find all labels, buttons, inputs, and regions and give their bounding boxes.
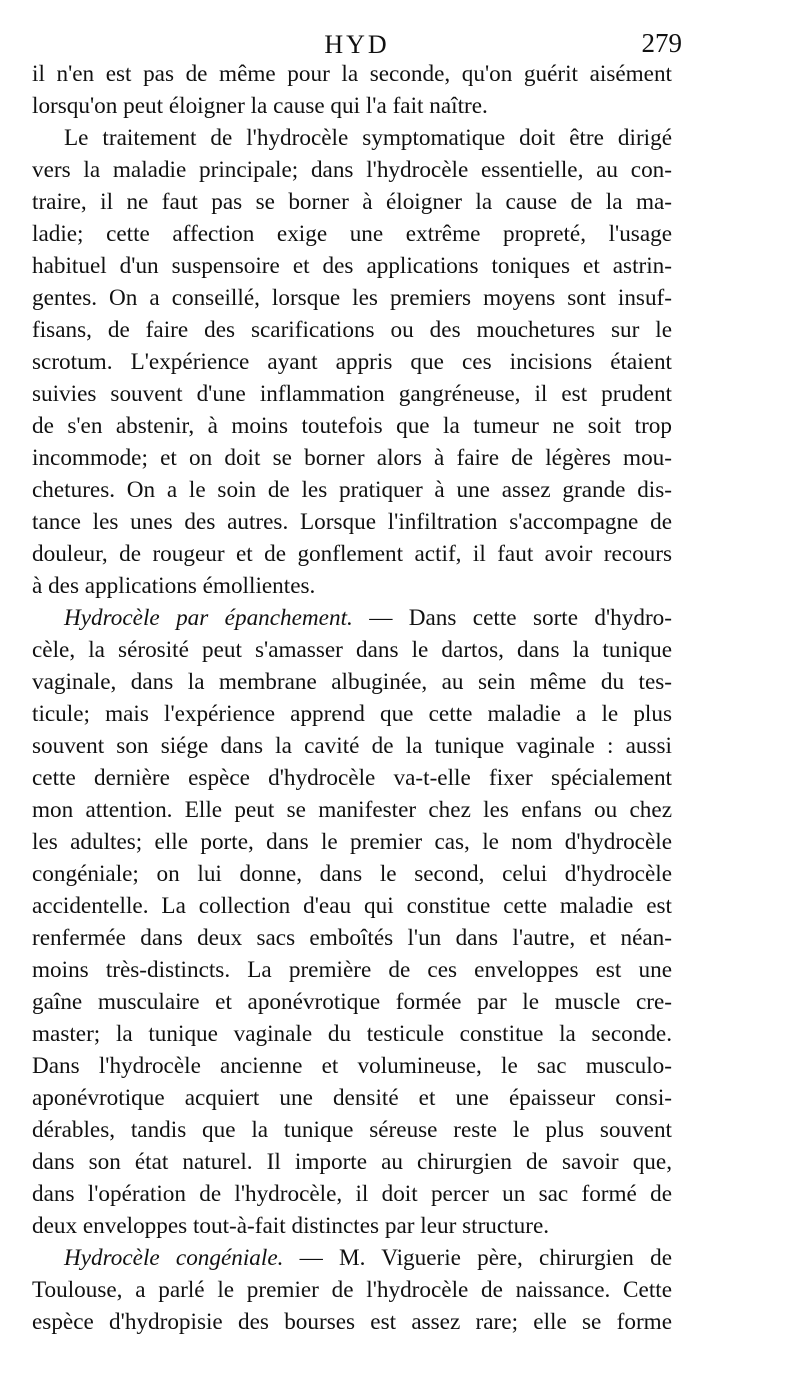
text-line: ladie; cette affection exige une extrême propreté, l'usage — [32, 221, 672, 247]
text-line: Toulouse, a parlé le premier de l'hydrocèle de naissance. Cette — [32, 1277, 672, 1303]
text-line: fisans, de faire des scarifications ou des mouchetures sur le — [32, 317, 672, 343]
text-line: chetures. On a le soin de les pratiquer à une assez grande dis- — [32, 477, 672, 503]
text-line: les adultes; elle porte, dans le premier cas, le nom d'hydrocèle — [32, 829, 672, 855]
text-line: vers la maladie principale; dans l'hydrocèle essentielle, au con- — [32, 157, 672, 183]
text-line: tance les unes des autres. Lorsque l'infiltration s'accompagne de — [32, 509, 672, 535]
text-line: ticule; mais l'expérience apprend que cette maladie a le plus — [32, 701, 672, 727]
text-line: lorsqu'on peut éloigner la cause qui l'a fait naître. — [32, 93, 488, 119]
text-line: master; la tunique vaginale du testicule constitue la seconde. — [32, 1021, 672, 1047]
section-lead-line — [32, 1242, 672, 1274]
running-head-title: HYD — [324, 30, 390, 59]
page-number: 279 — [641, 28, 682, 58]
text-line: dérables, tandis que la tunique séreuse reste le plus souvent — [32, 1117, 672, 1143]
section-heading-italic: Hydrocèle par épanchement. — [64, 605, 353, 631]
text-line: moins très-distincts. La première de ces enveloppes est une — [32, 957, 672, 983]
text-run: — M. Viguerie père, chirurgien de — [283, 1245, 672, 1271]
body-text — [32, 58, 672, 1338]
text-line: de s'en abstenir, à moins toutefois que la tumeur ne soit trop — [32, 413, 672, 439]
text-run: — Dans cette sorte d'hydro- — [352, 605, 672, 631]
text-line: scrotum. L'expérience ayant appris que ces incisions étaient — [32, 349, 672, 375]
text-line: gentes. On a conseillé, lorsque les premiers moyens sont insuf- — [32, 285, 672, 311]
text-line: habituel d'un suspensoire et des applications toniques et astrin- — [32, 253, 672, 279]
text-line: souvent son siége dans la cavité de la tunique vaginale : aussi — [32, 733, 672, 759]
text-line: aponévrotique acquiert une densité et une épaisseur consi- — [32, 1085, 672, 1111]
text-line: renfermée dans deux sacs emboîtés l'un dans l'autre, et néan- — [32, 925, 672, 951]
text-line: Le traitement de l'hydrocèle symptomatique doit être dirigé — [64, 125, 672, 151]
text-line: suivies souvent d'une inflammation gangréneuse, il est prudent — [32, 381, 672, 407]
text-line: à des applications émollientes. — [32, 573, 316, 599]
text-line: Dans l'hydrocèle ancienne et volumineuse, le sac musculo- — [32, 1053, 672, 1079]
text-line: traire, il ne faut pas se borner à éloigner la cause de la ma- — [32, 189, 672, 215]
text-line: cèle, la sérosité peut s'amasser dans le dartos, dans la tunique — [32, 637, 672, 663]
text-line: dans l'opération de l'hydrocèle, il doit percer un sac formé de — [32, 1181, 672, 1207]
text-line: douleur, de rougeur et de gonflement actif, il faut avoir recours — [32, 541, 672, 567]
section-lead-line — [32, 602, 672, 634]
text-line: dans son état naturel. Il importe au chirurgien de savoir que, — [32, 1149, 672, 1175]
text-line: accidentelle. La collection d'eau qui constitue cette maladie est — [32, 893, 672, 919]
text-line: vaginale, dans la membrane albuginée, au sein même du tes- — [32, 669, 672, 695]
text-line: mon attention. Elle peut se manifester chez les enfans ou chez — [32, 797, 672, 823]
section-heading-italic: Hydrocèle congéniale. — [64, 1245, 284, 1271]
text-line: deux enveloppes tout-à-fait distinctes par leur structure. — [32, 1213, 550, 1239]
text-line: congéniale; on lui donne, dans le second, celui d'hydrocèle — [32, 861, 672, 887]
text-line: espèce d'hydropisie des bourses est assez rare; elle se forme — [32, 1309, 672, 1335]
text-line: cette dernière espèce d'hydrocèle va-t-elle fixer spécialement — [32, 765, 672, 791]
text-line: gaîne musculaire et aponévrotique formée par le muscle cre- — [32, 989, 672, 1015]
text-line: incommode; et on doit se borner alors à faire de légères mou- — [32, 445, 672, 471]
text-line: il n'en est pas de même pour la seconde, qu'on guérit aisément — [32, 61, 672, 87]
